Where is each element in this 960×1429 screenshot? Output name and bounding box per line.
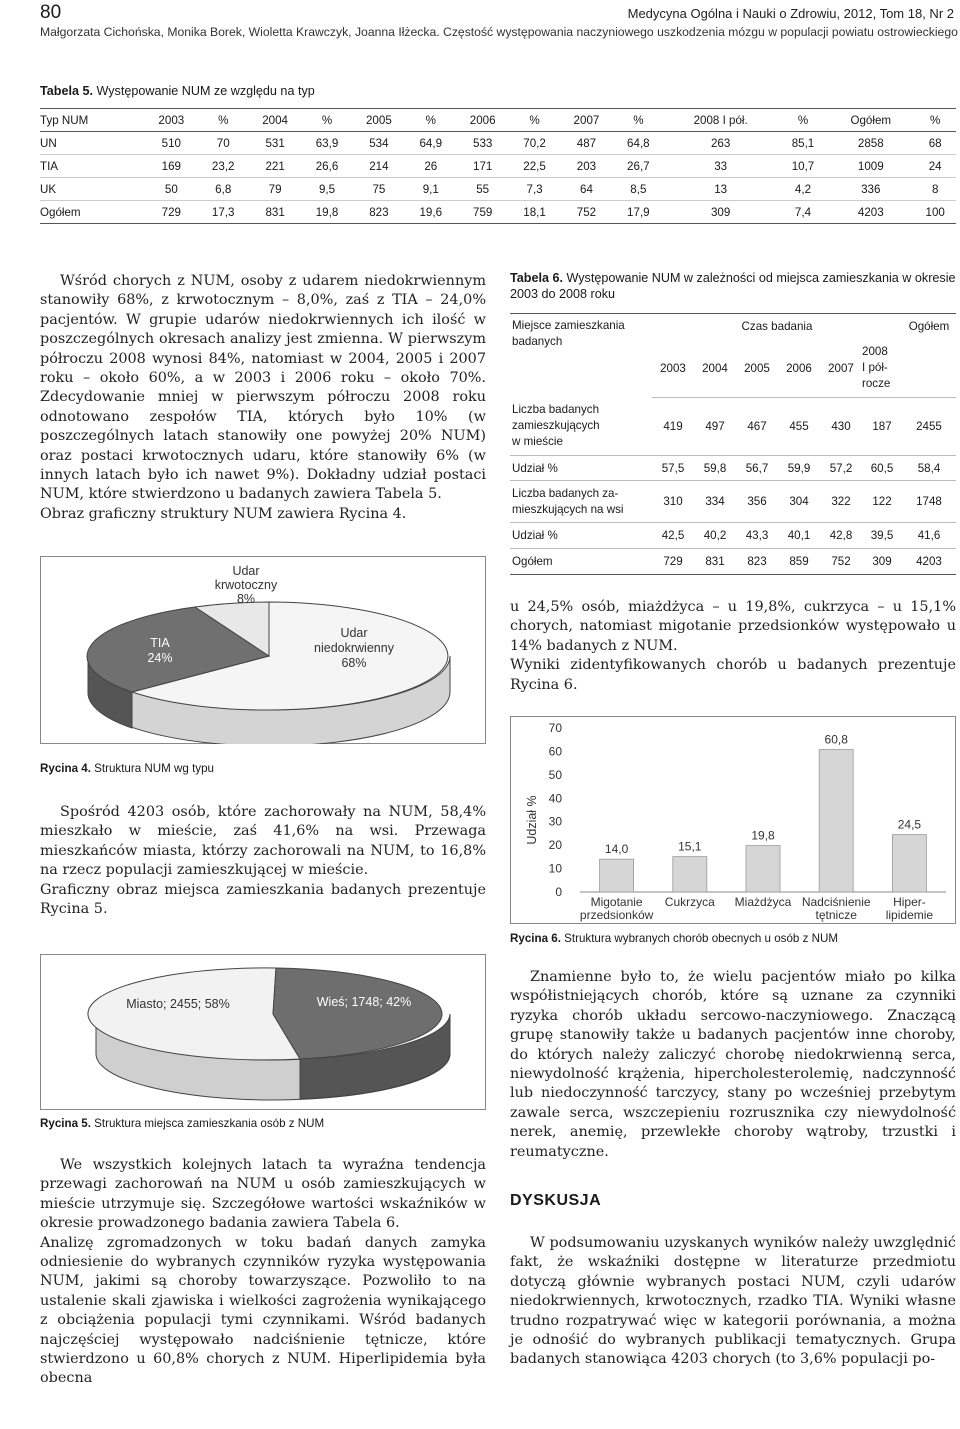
table5-cell: 75 — [351, 178, 406, 201]
bar-value-label: 19,8 — [751, 828, 775, 843]
table6-caption-label: Tabela 6. — [510, 271, 563, 285]
text-paragraph: Obraz graficzny struktury NUM zawiera Rycina 4. — [40, 505, 407, 522]
table5-cell: 309 — [663, 201, 779, 224]
table6-row — [510, 481, 956, 523]
table6-header-text: I pół- — [862, 361, 888, 375]
table6-row-label: Udział % — [510, 523, 652, 549]
table6-row-label: Udział % — [510, 456, 652, 481]
table5-cell: 26 — [407, 155, 455, 178]
table6-row — [510, 549, 956, 575]
table5-cell: 831 — [247, 201, 302, 224]
pie-label: 68% — [341, 656, 367, 670]
table5-cell: Ogółem — [40, 201, 144, 224]
y-tick-label: 50 — [548, 767, 562, 782]
figure6-caption — [510, 932, 838, 945]
table5-header: % — [779, 109, 827, 132]
y-tick-label: 40 — [548, 791, 562, 806]
table6-cell: 356 — [736, 481, 778, 523]
table6-cell: 42,5 — [652, 523, 694, 549]
table6-cell: 187 — [862, 398, 902, 456]
figure6-caption-text: Struktura wybranych chorób obecnych u osób z NUM — [560, 932, 839, 945]
table6-header-text: Miejsce zamieszkania — [512, 319, 625, 332]
table6-row-label-text: w mieście — [512, 435, 563, 449]
table6-cell: 40,2 — [694, 523, 736, 549]
pie-label-wies: Wieś; 1748; 42% — [316, 995, 412, 1009]
x-tick-label: Nadciśnienie — [801, 895, 871, 909]
table5-header: 2003 — [144, 109, 199, 132]
table5-row — [40, 178, 956, 201]
y-axis-label: Udział % — [525, 795, 539, 845]
table5-cell: 64,9 — [407, 132, 455, 155]
table5-header: Typ NUM — [40, 109, 144, 132]
table5-cell: 68 — [914, 132, 956, 155]
table6-cell: 2455 — [902, 398, 956, 456]
table5-caption-label: Tabela 5. — [40, 84, 93, 98]
table5-cell: 8 — [914, 178, 956, 201]
table5-header: % — [407, 109, 455, 132]
table6-header-year: 2006 — [778, 340, 820, 398]
table6-caption — [510, 271, 956, 302]
table6-cell: 467 — [736, 398, 778, 456]
table5-cell: 18,1 — [510, 201, 558, 224]
figure4-caption-text: Struktura NUM wg typu — [90, 762, 214, 775]
table5-cell: 9,1 — [407, 178, 455, 201]
table6-cell: 430 — [820, 398, 862, 456]
table6-cell: 41,6 — [902, 523, 956, 549]
pie-label: krwotoczny — [214, 578, 278, 592]
text-paragraph: Wyniki zidentyfikowanych chorób u badanych prezentuje Rycina 6. — [510, 657, 956, 693]
table5-cell: 33 — [663, 155, 779, 178]
table6-row — [510, 523, 956, 549]
table6-row — [510, 398, 956, 456]
pie-label-miasto: Miasto; 2455; 58% — [126, 997, 230, 1011]
table6-cell: 59,8 — [694, 456, 736, 481]
table6-cell: 56,7 — [736, 456, 778, 481]
pie-label: Udar — [232, 564, 260, 578]
journal-title: Medycyna Ogólna i Nauki o Zdrowiu, 2012, Tom 18, Nr 2 — [627, 6, 954, 21]
table5-cell: 729 — [144, 201, 199, 224]
y-tick-label: 60 — [548, 744, 562, 759]
bar — [673, 857, 707, 892]
table5-header: % — [510, 109, 558, 132]
figure5-caption-label: Rycina 5. — [40, 1117, 91, 1130]
table5-header: 2006 — [455, 109, 510, 132]
table5-cell: 63,9 — [303, 132, 351, 155]
table5-cell: 336 — [827, 178, 914, 201]
table6-header-text: 2008 — [862, 345, 888, 359]
bar — [600, 859, 634, 892]
text-paragraph: Znamienne było to, że wielu pacjentów miało po kilka współistniejących chorób, które są uznane za czynniki ryzyka chorób układu sercowo-naczyniowego. Znaczącą grupę stanowiły także u badanych pacjentów inne choroby, do których należy zaliczyć chorobę niedokrwienną serca, niewydolność krążenia, hipercholesterolemię, nadczynność lub niedoczynność tarczycy, stany po wcześniej przebytym zawale serca, wszczepieniu rozrusznika czy niewydolność nerek, anemię, przewlekłe choroby wątroby, trzustki i reumatyczne. — [510, 969, 956, 1160]
table6-cell: 334 — [694, 481, 736, 523]
left-paragraph-2 — [40, 803, 486, 919]
table5-cell: 171 — [455, 155, 510, 178]
table5-cell: 8,5 — [614, 178, 662, 201]
table5-cell: 510 — [144, 132, 199, 155]
table6 — [510, 313, 956, 575]
table6-cell: 304 — [778, 481, 820, 523]
table5-row — [40, 132, 956, 155]
table6-cell: 58,4 — [902, 456, 956, 481]
table6-caption-text: Występowanie NUM w zależności od miejsca zamieszkania w okresie 2003 do 2008 roku — [510, 271, 956, 301]
table5-cell: 55 — [455, 178, 510, 201]
table6-cell: 752 — [820, 549, 862, 575]
table6-cell: 42,8 — [820, 523, 862, 549]
figure4-caption-label: Rycina 4. — [40, 762, 91, 775]
table6-cell: 43,3 — [736, 523, 778, 549]
pie-label: niedokrwienny — [314, 641, 394, 655]
pie-label: TIA — [150, 636, 170, 650]
table6-cell: 831 — [694, 549, 736, 575]
table6-cell: 419 — [652, 398, 694, 456]
y-tick-label: 20 — [548, 838, 562, 853]
table6-row-label-text: Liczba badanych — [512, 403, 600, 417]
left-paragraph-1 — [40, 272, 486, 524]
table5-cell: 531 — [247, 132, 302, 155]
table5-cell: 752 — [559, 201, 614, 224]
text-paragraph: Analizę zgromadzonych w toku badań danych zamyka odniesienie do wybranych czynników ryzyka występowania NUM, jakimi są choroby towarzyszące. Pozwoliło to na ustalenie skali zjawiska i wielkości zagrożenia wynikającego z obciążenia populacji tymi czynnikami. Wśród badanych najczęściej występowało nadciśnienie tętnicze, które stwierdzono u 60,8% chorych z NUM. Hiperlipidemia była obecna — [40, 1234, 486, 1387]
table5-cell: 214 — [351, 155, 406, 178]
table5-cell: 26,7 — [614, 155, 662, 178]
discussion-paragraph — [510, 1234, 956, 1370]
x-tick-label: przedsionków — [579, 908, 654, 922]
table5-cell: 823 — [351, 201, 406, 224]
table6-row-label — [510, 398, 652, 456]
table5-cell: 85,1 — [779, 132, 827, 155]
x-tick-label: Cukrzyca — [664, 895, 715, 909]
table5-cell: UN — [40, 132, 144, 155]
table6-header-place — [510, 314, 652, 398]
table5-cell: 221 — [247, 155, 302, 178]
table6-header-time: Czas badania — [652, 314, 902, 340]
table5-cell: 7,3 — [510, 178, 558, 201]
text-paragraph: W podsumowaniu uzyskanych wyników należy uwzględnić fakt, że wskaźniki dostępne w literaturze przedmiotu dotyczą głównie wybranych postaci NUM, czyli udarów niedokrwiennych, krwotocznych, rzadko TIA. Wyniki własne trudno rozpatrywać więc w kategorii porównania, a można je odnośić do wybranych publikacji tematycznych. Grupa badanych stanowiąca 4203 chorych (to 3,6% populacji po- — [510, 1235, 956, 1368]
table5-cell: 17,3 — [199, 201, 247, 224]
figure6-bar-chart — [510, 716, 956, 924]
y-tick-label: 10 — [548, 861, 562, 876]
figure5-caption-text: Struktura miejsca zamieszkania osób z NUM — [90, 1117, 325, 1130]
table6-row-label-text: zamieszkujących — [512, 419, 600, 433]
table5-cell: 19,8 — [303, 201, 351, 224]
x-tick-label: lipidemie — [885, 908, 934, 922]
table5-cell: 79 — [247, 178, 302, 201]
table5-cell: 23,2 — [199, 155, 247, 178]
discussion-heading: DYSKUSJA — [510, 1192, 602, 1209]
table6-cell: 729 — [652, 549, 694, 575]
figure4-pie-chart — [40, 556, 486, 744]
table6-cell: 40,1 — [778, 523, 820, 549]
figure5-pie-chart — [40, 954, 486, 1110]
table5-header: % — [614, 109, 662, 132]
x-tick-label: Miażdżyca — [734, 895, 792, 909]
table5-cell: 263 — [663, 132, 779, 155]
table5 — [40, 108, 956, 224]
table6-header-year: 2003 — [652, 340, 694, 398]
y-tick-label: 0 — [555, 885, 562, 899]
table5-header-row — [40, 109, 956, 132]
table5-caption-text: Występowanie NUM ze względu na typ — [92, 84, 315, 98]
table5-cell: 487 — [559, 132, 614, 155]
table5-row — [40, 201, 956, 224]
table5-cell: 50 — [144, 178, 199, 201]
table6-row-label — [510, 481, 652, 523]
table5-cell: 100 — [914, 201, 956, 224]
table6-header-year-2008 — [862, 340, 902, 398]
table5-cell: 203 — [559, 155, 614, 178]
table5-cell: 10,7 — [779, 155, 827, 178]
table5-cell: 70 — [199, 132, 247, 155]
table6-cell: 60,5 — [862, 456, 902, 481]
table5-cell: 64,8 — [614, 132, 662, 155]
bar-value-label: 60,8 — [824, 732, 848, 747]
x-tick-label: tętnicze — [815, 908, 857, 922]
table5-cell: UK — [40, 178, 144, 201]
table5-cell: 26,6 — [303, 155, 351, 178]
x-tick-label: Hiper- — [893, 895, 926, 909]
left-paragraph-3 — [40, 1156, 486, 1389]
bar-value-label: 24,5 — [897, 817, 922, 832]
table5-cell: 534 — [351, 132, 406, 155]
table6-header-text: badanych — [512, 335, 563, 348]
table5-cell: 4,2 — [779, 178, 827, 201]
table5-header: 2008 I pół. — [663, 109, 779, 132]
figure6-caption-label: Rycina 6. — [510, 932, 561, 945]
page-number: 80 — [40, 2, 62, 23]
table5-cell: 4203 — [827, 201, 914, 224]
table5-cell: TIA — [40, 155, 144, 178]
table6-cell: 4203 — [902, 549, 956, 575]
table5-cell: 7,4 — [779, 201, 827, 224]
table5-cell: 13 — [663, 178, 779, 201]
table5-header: % — [914, 109, 956, 132]
table6-header-total: Ogółem — [902, 314, 956, 340]
table6-cell: 57,5 — [652, 456, 694, 481]
bar-value-label: 14,0 — [604, 842, 629, 857]
right-paragraph-2 — [510, 968, 956, 1162]
table6-cell: 859 — [778, 549, 820, 575]
text-paragraph: Spośród 4203 osób, które zachorowały na NUM, 58,4% mieszkało w mieście, zaś 41,6% na wsi. Przewaga mieszkańców miasta, którzy zachorowali na NUM, to 16,8% na rzecz populacji zamieszkującej w mieście. — [40, 804, 486, 879]
table5-cell: 24 — [914, 155, 956, 178]
right-paragraph-1 — [510, 598, 956, 695]
bar — [819, 750, 853, 892]
table5-row — [40, 155, 956, 178]
table5-cell: 19,6 — [407, 201, 455, 224]
table6-row-label: Ogółem — [510, 549, 652, 575]
table6-header-year: 2007 — [820, 340, 862, 398]
text-paragraph: We wszystkich kolejnych latach ta wyraźna tendencja przewagi zachorowań na NUM u osób zamieszkujących w mieście utrzymuje się. Szczegółowe wartości wskaźników w okresie prowadzonego badania zawiera Tabela 6. — [40, 1157, 486, 1232]
table6-cell: 455 — [778, 398, 820, 456]
table5-caption — [40, 84, 315, 98]
table6-cell: 497 — [694, 398, 736, 456]
table6-row-label-text: mieszkujących na wsi — [512, 502, 624, 516]
table5-cell: 169 — [144, 155, 199, 178]
table6-cell: 823 — [736, 549, 778, 575]
bar — [892, 835, 926, 892]
table6-cell: 39,5 — [862, 523, 902, 549]
table6-cell: 122 — [862, 481, 902, 523]
table5-header: 2005 — [351, 109, 406, 132]
pie-label: 8% — [236, 592, 256, 606]
table6-cell: 309 — [862, 549, 902, 575]
table6-cell: 310 — [652, 481, 694, 523]
table5-header: Ogółem — [827, 109, 914, 132]
table5-cell: 759 — [455, 201, 510, 224]
running-header: Małgorzata Cichońska, Monika Borek, Wioletta Krawczyk, Joanna Iłżecka. Częstość występowania naczyniowego uszkodzenia mózgu w populacji powiatu ostrowieckiego — [40, 25, 958, 39]
table5-header: % — [303, 109, 351, 132]
bar — [746, 846, 780, 892]
table6-cell: 57,2 — [820, 456, 862, 481]
figure5-caption — [40, 1117, 324, 1130]
table6-cell: 59,9 — [778, 456, 820, 481]
table6-header-year: 2004 — [694, 340, 736, 398]
table6-row-label-text: Liczba badanych za- — [512, 486, 619, 500]
y-tick-label: 30 — [548, 814, 562, 829]
table5-cell: 6,8 — [199, 178, 247, 201]
text-paragraph: Wśród chorych z NUM, osoby z udarem niedokrwiennym stanowiły 68%, z krwotocznym – 8,0%, zaś z TIA – 24,0% pacjentów. W grupie udarów niedokrwiennych ich ilość w poszczególnych okresach analizy jest zmienna. W pierwszym półroczu 2008 wynosi 84%, natomiast w 2004, 2005 i 2007 roku – około 60%, a w 2003 i 2006 roku – około 70%. Zdecydowanie mniej w pierwszym półroczu 2008 roku odnotowano zespołów TIA, których było 10% (w poszczególnych latach stanowiły one powyżej 20% NUM) oraz postaci krwotocznych udaru, które stanowiły 6% (w innych latach było ich nawet 9%). Dokładny udział postaci NUM, które stwierdzono u badanych zawiera Tabela 5. — [40, 273, 486, 503]
x-tick-label: Migotanie — [590, 895, 643, 909]
table5-cell: 64 — [559, 178, 614, 201]
pie-label: 24% — [147, 651, 173, 665]
table5-header: 2007 — [559, 109, 614, 132]
text-paragraph: Graficzny obraz miejsca zamieszkania badanych prezentuje Rycina 5. — [40, 881, 486, 918]
table5-cell: 17,9 — [614, 201, 662, 224]
table5-cell: 9,5 — [303, 178, 351, 201]
table6-cell: 322 — [820, 481, 862, 523]
y-tick-label: 70 — [548, 721, 562, 735]
table6-header-year: 2005 — [736, 340, 778, 398]
pie-label: Udar — [340, 626, 368, 640]
table5-cell: 533 — [455, 132, 510, 155]
table6-header-text: rocze — [862, 377, 891, 391]
text-paragraph: u 24,5% osób, miażdżyca – u 19,8%, cukrzyca – u 15,1% chorych, natomiast migotanie przedsionków występowało u 14% badanych z NUM. — [510, 599, 956, 654]
table5-header: 2004 — [247, 109, 302, 132]
table5-header: % — [199, 109, 247, 132]
table6-row — [510, 456, 956, 481]
figure4-caption — [40, 762, 214, 775]
bar-value-label: 15,1 — [678, 839, 702, 854]
table6-cell: 1748 — [902, 481, 956, 523]
table5-cell: 22,5 — [510, 155, 558, 178]
table5-cell: 2858 — [827, 132, 914, 155]
table5-cell: 70,2 — [510, 132, 558, 155]
table5-cell: 1009 — [827, 155, 914, 178]
table6-header-row — [510, 314, 956, 340]
